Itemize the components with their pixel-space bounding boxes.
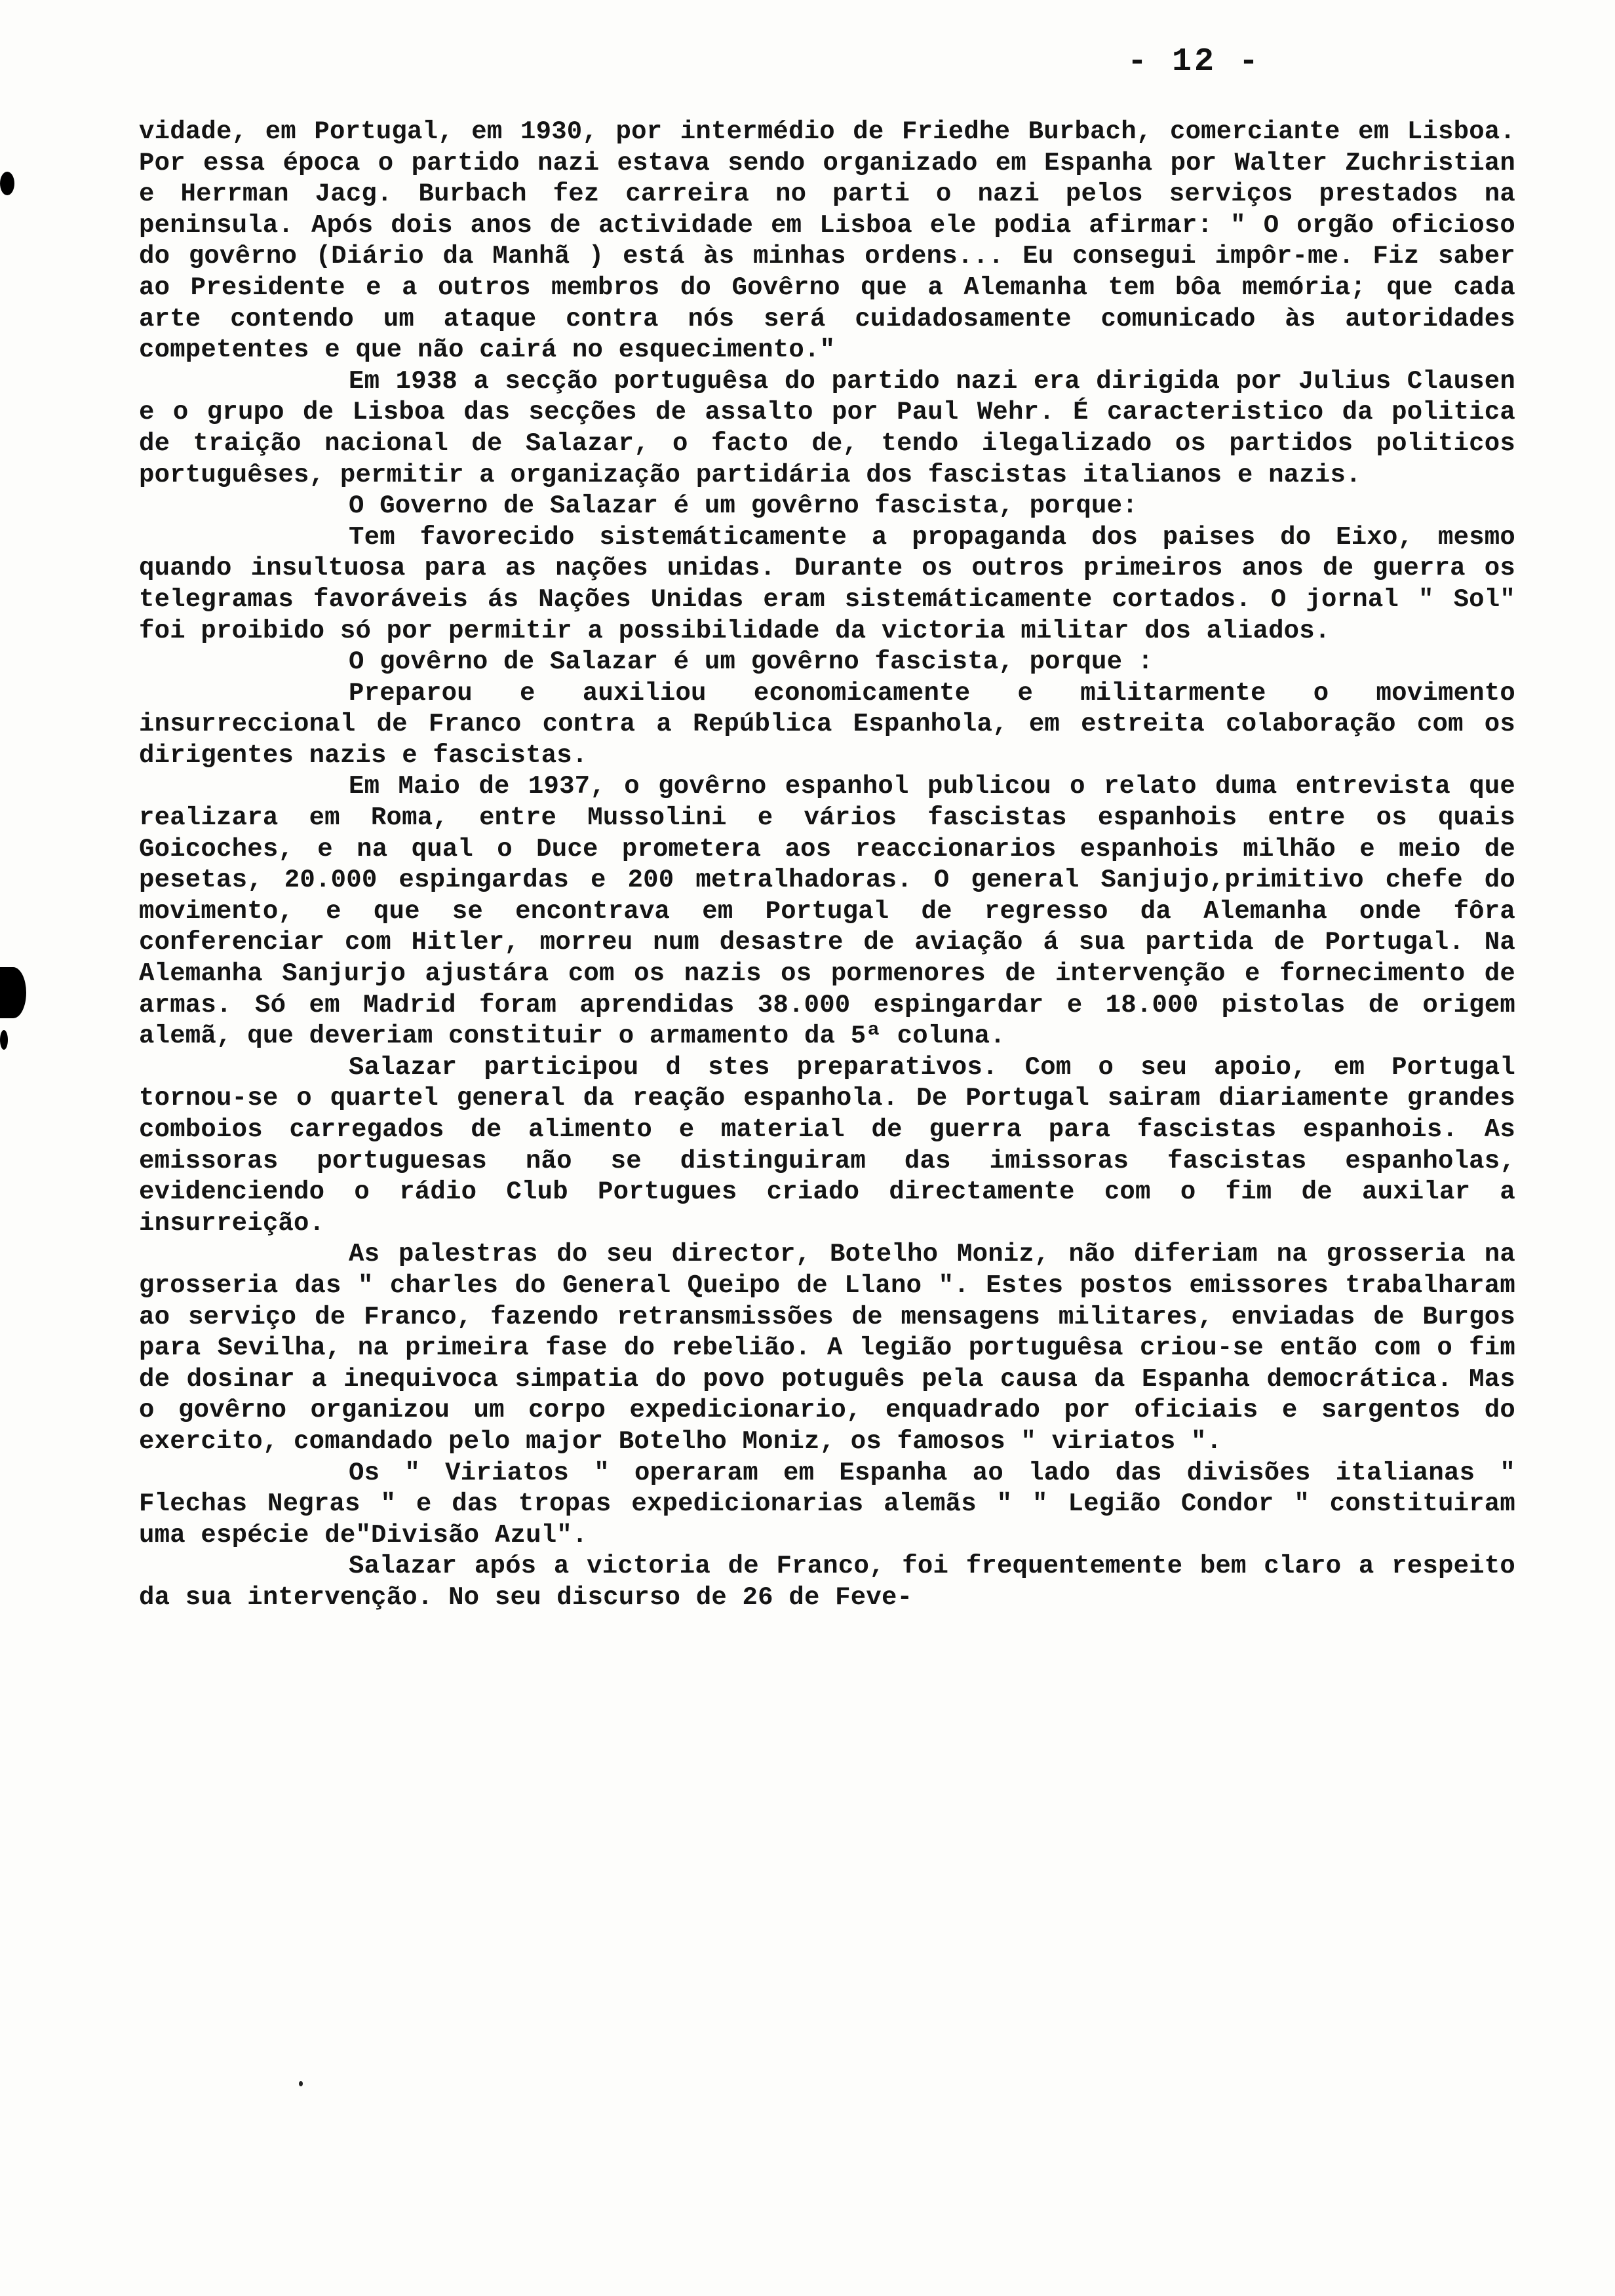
- paragraph: O govêrno de Salazar é um govêrno fascista, porque :: [349, 647, 1154, 677]
- punch-hole-mark: [0, 1030, 8, 1050]
- paragraph: Salazar participou d stes preparativos. Com o seu apoio, em Portugal tornou-se o quartel general da reação espanhola. De Portugal sairam diariamente grandes comboios carregados de alimento e material de guerra para fascistas espanhois. As emissoras portuguesas não se distinguiram das imissoras fascistas espanholas, evidenciendo o rádio Club Portugues criado directamente com o fim de auxilar a insurreição.: [139, 1052, 1515, 1238]
- page-number: - 12 -: [1127, 43, 1262, 81]
- paragraph: Em Maio de 1937, o govêrno espanhol publicou o relato duma entrevista que realizara em Roma, entre Mussolini e vários fascistas espanhois entre os quais Goicoches, e na qual o Duce prometera aos reaccionarios espanhois milhão e meio de pesetas, 20.000 espingardas e 200 metralhadoras. O general Sanjujo,primitivo chefe do movimento, e que se encontrava em Portugal de regresso da Alemanha onde fôra conferenciar com Hitler, morreu num desastre de aviação á sua partida de Portugal. Na Alemanha Sanjurjo ajustára com os nazis os pormenores de intervenção e fornecimento de armas. Só em Madrid foram aprendidas 38.000 espingardar e 18.000 pistolas de origem alemã, que deveriam constituir o armamento da 5ª coluna.: [139, 772, 1515, 1051]
- paragraph: vidade, em Portugal, em 1930, por intermédio de Friedhe Burbach, comerciante em Lisboa. Por essa época o partido nazi estava sendo organizado em Espanha por Walter Zuchristian e Herrman Jacg. Burbach fez carreira no parti o nazi pelos serviços prestados na peninsula. Após dois anos de actividade em Lisboa ele podia afirmar: " O orgão oficioso do govêrno (Diário da Manhã ) está às minhas ordens... Eu consegui impôr-me. Fiz saber ao Presidente e a outros membros do Govêrno que a Alemanha tem bôa memória; que cada arte contendo um ataque contra nós será cuidadosamente comunicado às autoridades competentes e que não cairá no esquecimento.": [139, 117, 1515, 365]
- punch-hole-mark: [0, 172, 14, 195]
- ink-speck: [299, 2081, 303, 2086]
- paragraph: Tem favorecido sistemáticamente a propaganda dos paises do Eixo, mesmo quando insultuosa para as nações unidas. Durante os outros primeiros anos de guerra os telegramas favoráveis ás Nações Unidas eram sistemáticamente cortados. O jornal " Sol" foi proibido só por permitir a possibilidade da victoria militar dos aliados.: [139, 522, 1515, 645]
- paragraph: Preparou e auxiliou economicamente e militarmente o movimento insurreccional de Franco contra a República Espanhola, em estreita colaboração com os dirigentes nazis e fascistas.: [139, 678, 1515, 770]
- punch-hole-mark: [0, 967, 26, 1018]
- paragraph: Salazar após a victoria de Franco, foi frequentemente bem claro a respeito da sua intervenção. No seu discurso de 26 de Feve-: [139, 1552, 1515, 1612]
- paragraph: O Governo de Salazar é um govêrno fascista, porque:: [349, 491, 1138, 521]
- paragraph: Em 1938 a secção portuguêsa do partido nazi era dirigida por Julius Clausen e o grupo de Lisboa das secções de assalto por Paul Wehr. É caracteristico da politica de traição nacional de Salazar, o facto de, tendo ilegalizado os partidos politicos portuguêses, permitir a organização partidária dos fascistas italianos e nazis.: [139, 366, 1515, 489]
- document-body: [139, 117, 1515, 1614]
- paragraph: Os " Viriatos " operaram em Espanha ao lado das divisões italianas " Flechas Negras " e das tropas expedicionarias alemãs " " Legião Condor " constituiram uma espécie de"Divisão Azul".: [139, 1458, 1515, 1550]
- paragraph: As palestras do seu director, Botelho Moniz, não diferiam na grosseria na grosseria das " charles do General Queipo de Llano ". Estes postos emissores trabalharam ao serviço de Franco, fazendo retransmissões de mensagens militares, enviadas de Burgos para Sevilha, na primeira fase do rebelião. A legião portuguêsa criou-se então com o fim de dosinar a inequivoca simpatia do povo potuguês pela causa da Espanha democrática. Mas o govêrno organizou um corpo expedicionario, enquadrado por oficiais e sargentos do exercito, comandado pelo major Botelho Moniz, os famosos " viriatos ".: [139, 1240, 1515, 1456]
